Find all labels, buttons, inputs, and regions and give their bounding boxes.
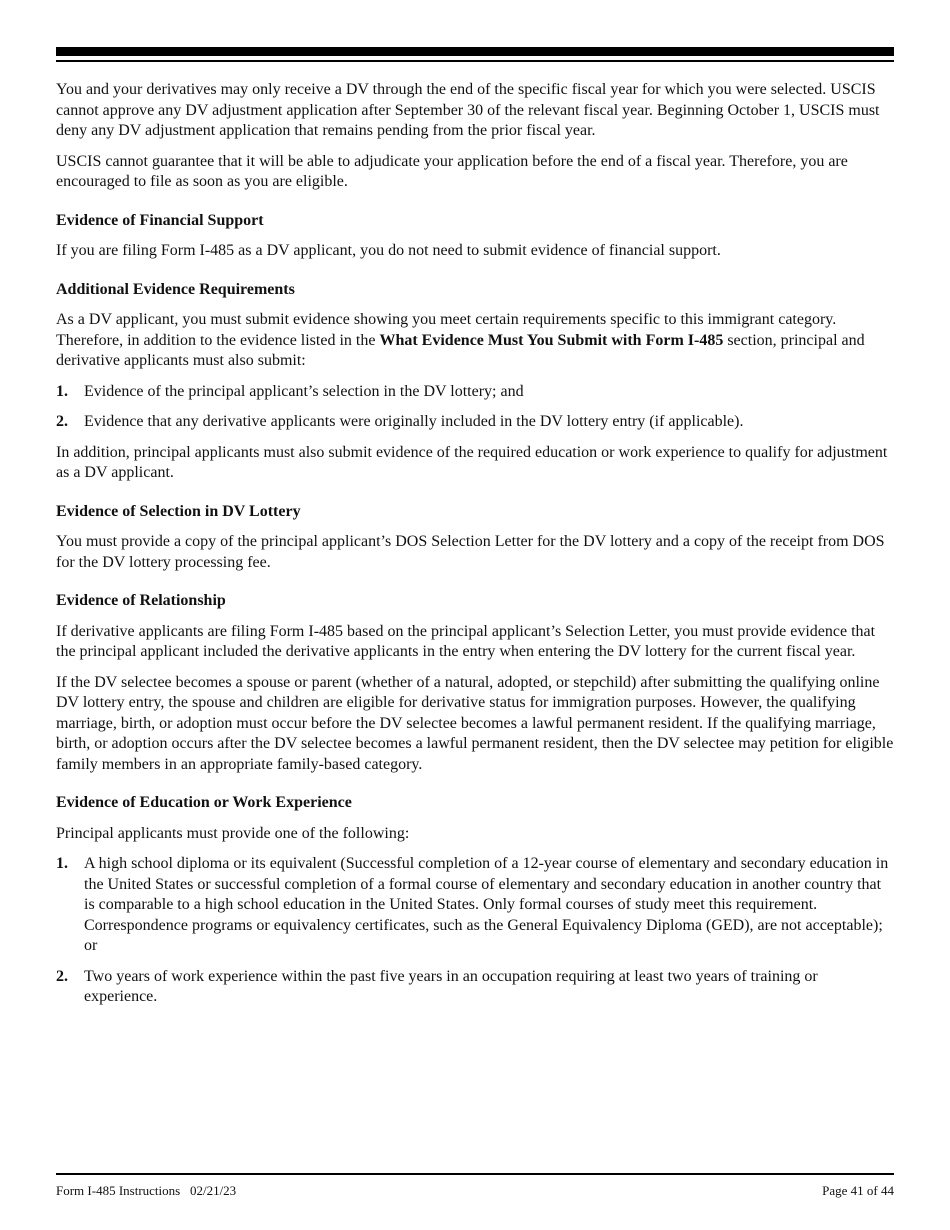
heading-financial-support: Evidence of Financial Support [56, 211, 264, 229]
page-footer [56, 1183, 894, 1199]
list-text: Two years of work experience within the past five years in an occupation requiring at least two years of training or experience. [84, 967, 818, 1005]
list-item [56, 967, 894, 1008]
paragraph-selection-evidence: You must provide a copy of the principal applicant’s DOS Selection Letter for the DV lottery and a copy of the receipt from DOS for the DV lottery processing fee. [56, 533, 885, 571]
paragraph-dv-fiscal-year: You and your derivatives may only receive a DV through the end of the specific fiscal year for which you were selected. USCIS cannot approve any DV adjustment application after September 30 of the relevant fiscal year. Beginning October 1, USCIS must deny any DV adjustment application that remains pending from the prior fiscal year. [56, 81, 880, 139]
footer-rule [56, 1173, 894, 1175]
heading-relationship-evidence: Evidence of Relationship [56, 592, 226, 609]
list-item [56, 382, 894, 403]
paragraph-additional-evidence [56, 310, 894, 372]
list-item [56, 412, 894, 433]
list-text: Evidence that any derivative applicants were originally included in the DV lottery entry (if applicable). [84, 413, 744, 430]
heading-education-evidence: Evidence of Education or Work Experience [56, 794, 352, 811]
paragraph-education-requirement: In addition, principal applicants must also submit evidence of the required education or work experience to qualify for adjustment as a DV applicant. [56, 443, 888, 481]
list-number: 2. [56, 967, 68, 985]
list-number: 1. [56, 382, 68, 400]
list-item [56, 854, 894, 957]
paragraph-relationship-2: If the DV selectee becomes a spouse or parent (whether of a natural, adopted, or stepchild) after submitting the qualifying online DV lottery entry, the spouse and children are eligible for derivative status for immigration purposes. However, the qualifying marriage, birth, or adoption must occur before the DV selectee becomes a lawful permanent resident. If the qualifying marriage, birth, or adoption occurs after the DV selectee becomes a lawful permanent resident, then the DV selectee may petition for eligible family members in an appropriate family-based category. [56, 673, 894, 773]
paragraph-education-intro: Principal applicants must provide one of the following: [56, 824, 410, 842]
education-evidence-list [56, 854, 894, 1008]
text-segment: As a DV applicant, you must submit evidence showing you meet certain requirements specific to this immigrant category. Therefore, in addition to the evidence listed in the [56, 311, 837, 349]
paragraph-relationship-1: If derivative applicants are filing Form I-485 based on the principal applicant’s Selection Letter, you must provide evidence that the principal applicant included the derivative applicants in the entry when entering the DV lottery for the current fiscal year. [56, 622, 876, 660]
section-reference: What Evidence Must You Submit with Form I-485 [379, 331, 724, 349]
header-rule-thin [56, 60, 894, 62]
heading-selection-evidence: Evidence of Selection in DV Lottery [56, 502, 301, 520]
list-number: 1. [56, 855, 68, 872]
list-number: 2. [56, 413, 68, 430]
additional-evidence-list [56, 382, 894, 433]
list-text: Evidence of the principal applicant’s selection in the DV lottery; and [84, 382, 524, 400]
paragraph-financial-support: If you are filing Form I-485 as a DV applicant, you do not need to submit evidence of financial support. [56, 242, 721, 259]
list-text: A high school diploma or its equivalent (Successful completion of a 12-year course of elementary and secondary education in the United States or successful completion of a formal course of elementary and secondary education in another country that is comparable to a high school education in the United States. Only formal courses of study meet this requirement. Correspondence programs or equivalency certificates, such as the General Equivalency Diploma (GED), are not acceptable); or [84, 855, 889, 954]
paragraph-adjudication: USCIS cannot guarantee that it will be able to adjudicate your application before the end of a fiscal year. Therefore, you are encouraged to file as soon as you are eligible. [56, 152, 848, 190]
footer-page-number: Page 41 of 44 [822, 1183, 894, 1198]
footer-form-id: Form I-485 Instructions 02/21/23 [56, 1183, 237, 1198]
heading-additional-evidence: Additional Evidence Requirements [56, 280, 295, 298]
page-content [56, 80, 894, 1018]
header-rule-thick [56, 47, 894, 56]
text-segment: section, principal and derivative applicants must also submit: [56, 331, 865, 369]
